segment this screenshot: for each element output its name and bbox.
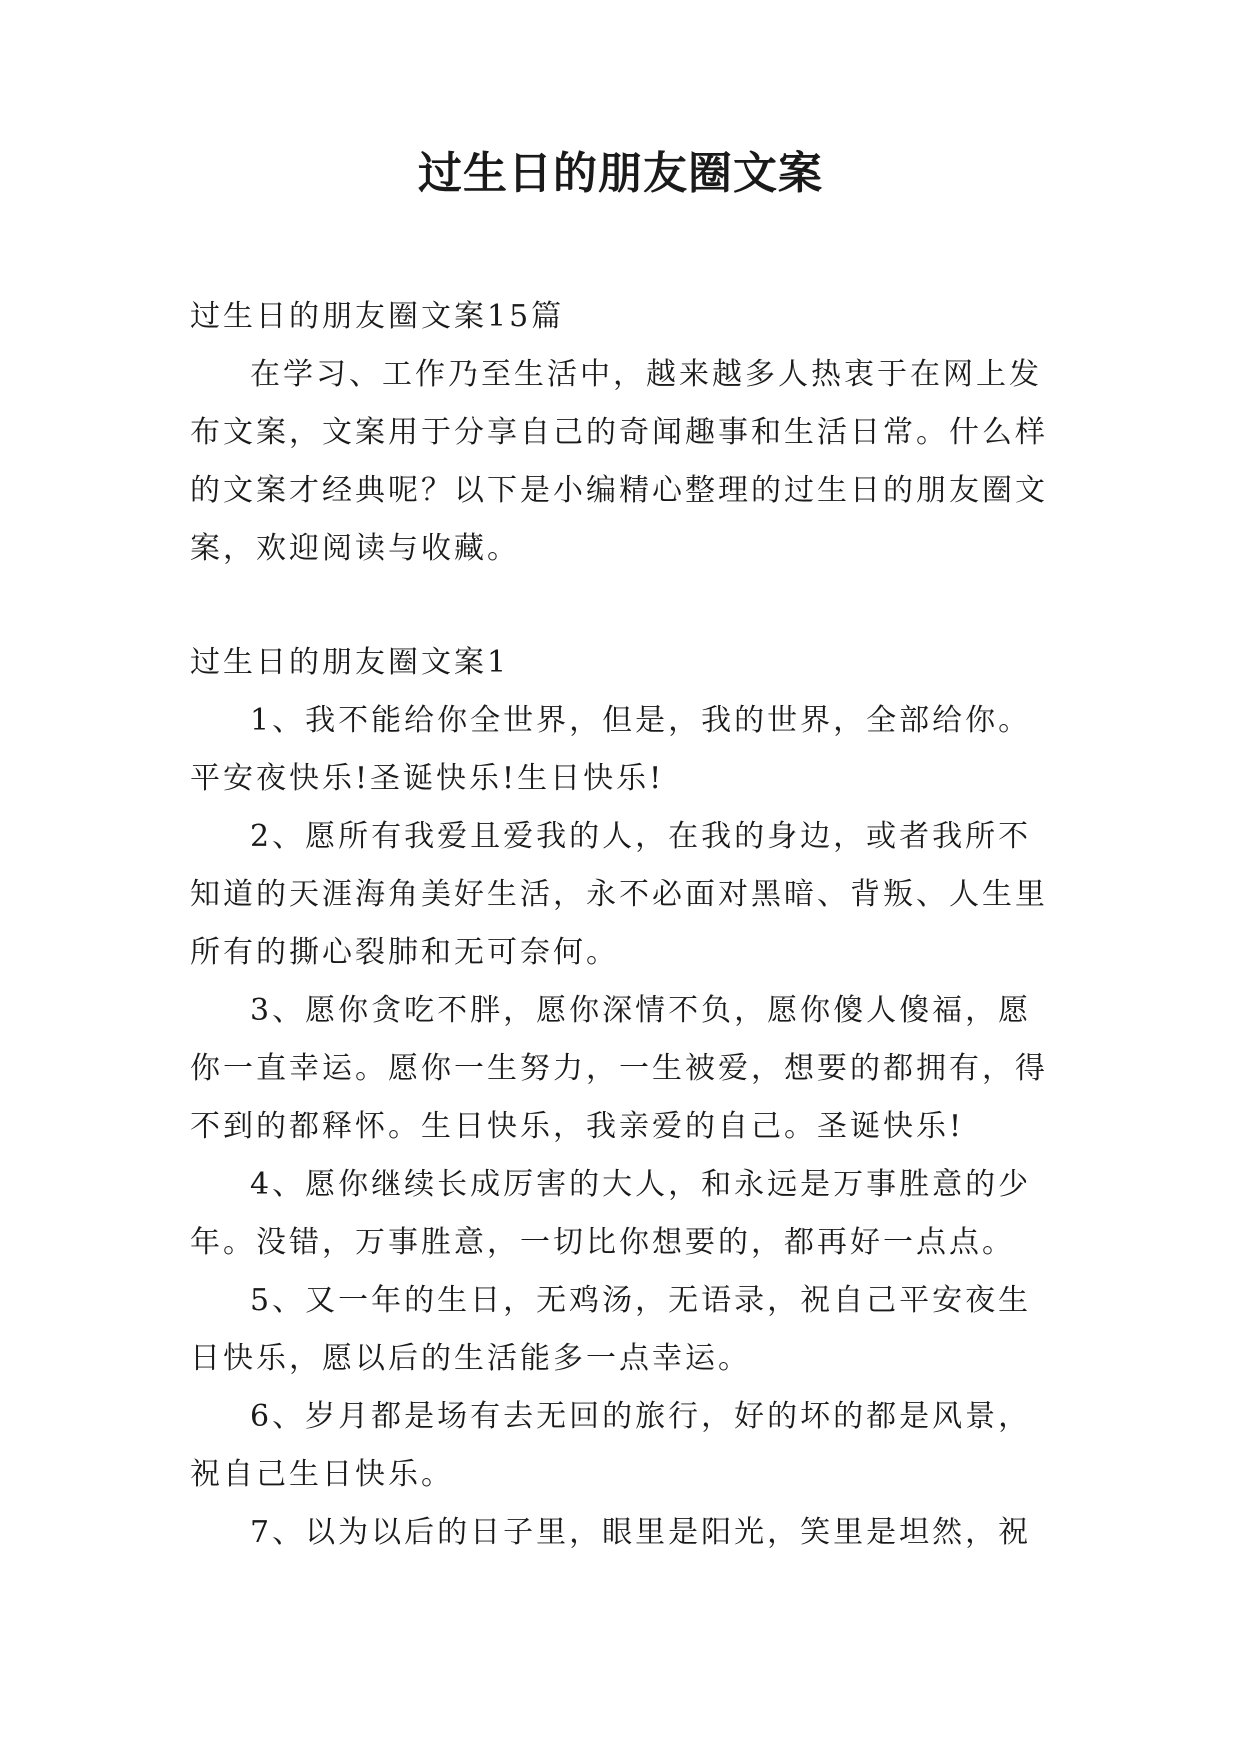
list-item: 6、岁月都是场有去无回的旅行，好的坏的都是风景，祝自己生日快乐。	[190, 1399, 1032, 1492]
list-item: 2、愿所有我爱且爱我的人，在我的身边，或者我所不知道的天涯海角美好生活，永不必面对黑暗、背叛、人生里所有的撕心裂肺和无可奈何。	[190, 819, 1048, 970]
document-title: 过生日的朋友圈文案	[418, 148, 823, 199]
document-body	[190, 288, 1052, 1562]
intro-paragraph: 在学习、工作乃至生活中，越来越多人热衷于在网上发布文案，文案用于分享自己的奇闻趣事和生活日常。什么样的文案才经典呢？以下是小编精心整理的过生日的朋友圈文案，欢迎阅读与收藏。	[190, 357, 1048, 566]
section-heading: 过生日的朋友圈文案1	[190, 645, 510, 680]
list-item: 1、我不能给你全世界，但是，我的世界，全部给你。平安夜快乐!圣诞快乐!生日快乐!	[190, 703, 1032, 796]
list-item: 3、愿你贪吃不胖，愿你深情不负，愿你傻人傻福，愿你一直幸运。愿你一生努力，一生被爱，想要的都拥有，得不到的都释怀。生日快乐，我亲爱的自己。圣诞快乐!	[190, 993, 1048, 1144]
document-subtitle: 过生日的朋友圈文案15篇	[190, 299, 565, 334]
paragraph-spacer	[190, 578, 1052, 634]
list-item: 7、以为以后的日子里，眼里是阳光，笑里是坦然，祝	[250, 1515, 1032, 1550]
list-item: 5、又一年的生日，无鸡汤，无语录，祝自己平安夜生日快乐，愿以后的生活能多一点幸运。	[190, 1283, 1032, 1376]
list-item: 4、愿你继续长成厉害的大人，和永远是万事胜意的少年。没错，万事胜意，一切比你想要的，都再好一点点。	[190, 1167, 1032, 1260]
